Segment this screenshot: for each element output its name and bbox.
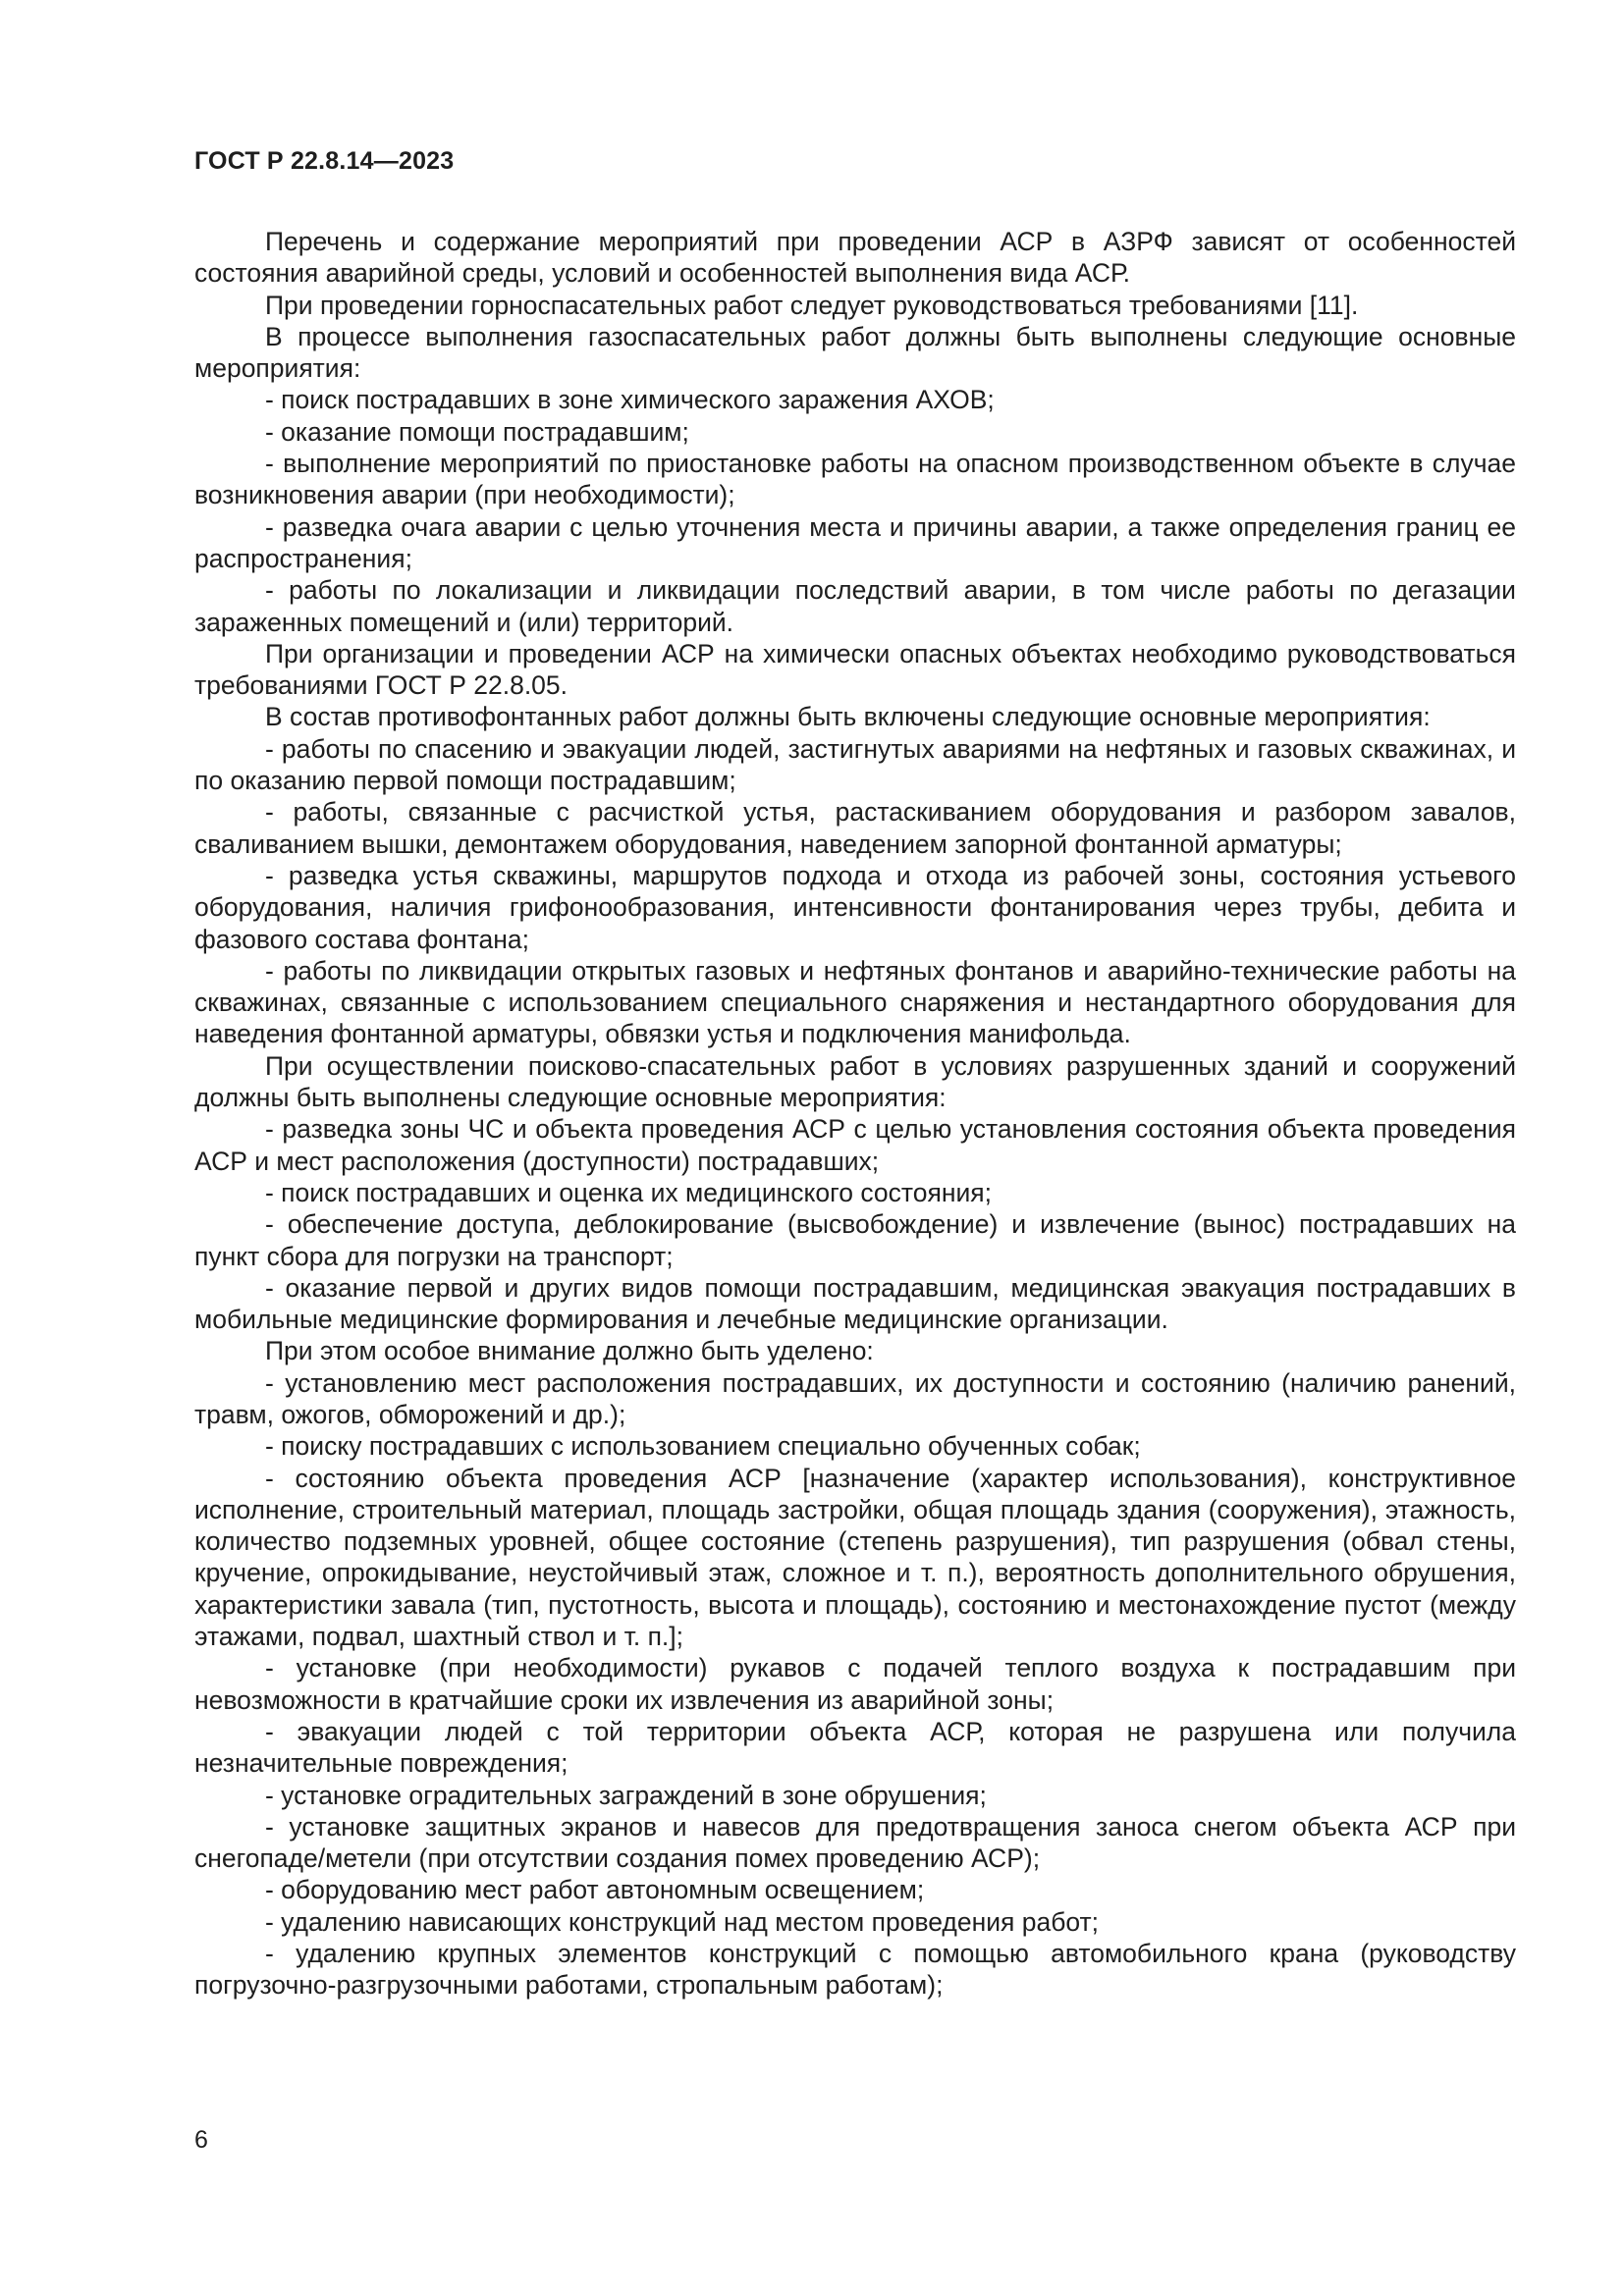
- list-item: - оказание помощи пострадавшим;: [265, 416, 689, 447]
- document-body: [194, 226, 1516, 2002]
- list-item: - работы по локализации и ликвидации последствий аварии, в том числе работы по дегазации зараженных помещений и (или) территорий.: [194, 575, 1516, 637]
- paragraph: Перечень и содержание мероприятий при проведении АСР в АЗРФ зависят от особенностей состояния аварийной среды, условий и особенностей выполнения вида АСР.: [194, 227, 1516, 289]
- list-item: - поиск пострадавших и оценка их медицинского состояния;: [265, 1177, 992, 1207]
- paragraph: При этом особое внимание должно быть уделено:: [265, 1336, 874, 1366]
- list-item: - оборудованию мест работ автономным освещением;: [265, 1875, 925, 1905]
- page-number: 6: [194, 2126, 208, 2154]
- list-item: - удалению нависающих конструкций над местом проведения работ;: [265, 1906, 1100, 1937]
- list-item: - поиску пострадавших с использованием специально обученных собак;: [265, 1431, 1141, 1462]
- list-item: - установке оградительных заграждений в зоне обрушения;: [265, 1780, 987, 1810]
- list-item: - разведка очага аварии с целью уточнения места и причины аварии, а также определения границ ее распространения;: [194, 511, 1516, 573]
- list-item: - оказание первой и других видов помощи пострадавшим, медицинская эвакуация пострадавших в мобильные медицинские формирования и лечебные медицинские организации.: [194, 1272, 1516, 1335]
- paragraph: В процессе выполнения газоспасательных работ должны быть выполнены следующие основные мероприятия:: [194, 321, 1516, 384]
- list-item: - работы, связанные с расчисткой устья, растаскиванием оборудования и разбором завалов, сваливанием вышки, демонтажем оборудования, наведением запорной фонтанной арматуры;: [194, 797, 1516, 859]
- list-item: - эвакуации людей с той территории объекта АСР, которая не разрушена или получила незначительные повреждения;: [194, 1716, 1516, 1779]
- paragraph: При осуществлении поисково-спасательных работ в условиях разрушенных зданий и сооружений должны быть выполнены следующие основные мероприятия:: [194, 1050, 1516, 1113]
- paragraph: При проведении горноспасательных работ следует руководствоваться требованиями [11].: [265, 290, 1359, 320]
- list-item: - поиск пострадавших в зоне химического заражения АХОВ;: [265, 385, 995, 415]
- paragraph: При организации и проведении АСР на химически опасных объектах необходимо руководствоваться требованиями ГОСТ Р 22.8.05.: [194, 638, 1516, 701]
- list-item: - состоянию объекта проведения АСР [назначение (характер использования), конструктивное исполнение, строительный материал, площадь застройки, общая площадь здания (сооружения), этажность, количество подземных уровней, общее состояние (степень разрушения), тип разрушения (обвал стены, кручение, опрокидывание, неустойчивый этаж, сложное и т. п.), вероятность дополнительного обрушения, характеристики завала (тип, пустотность, высота и площадь), состоянию и местонахождение пустот (между этажами, подвал, шахтный ствол и т. п.];: [194, 1463, 1516, 1652]
- list-item: - работы по ликвидации открытых газовых и нефтяных фонтанов и аварийно-технические работы на скважинах, связанные с использованием специального снаряжения и нестандартного оборудования для наведения фонтанной арматуры, обвязки устья и подключения манифольда.: [194, 955, 1516, 1049]
- list-item: - удалению крупных элементов конструкций с помощью автомобильного крана (руководству погрузочно-разгрузочными работами, стропальным работам);: [194, 1939, 1516, 2001]
- list-item: - установке защитных экранов и навесов для предотвращения заноса снегом объекта АСР при снегопаде/метели (при отсутствии создания помех проведению АСР);: [194, 1811, 1516, 1874]
- list-item: - работы по спасению и эвакуации людей, застигнутых авариями на нефтяных и газовых скважинах, и по оказанию первой помощи пострадавшим;: [194, 733, 1516, 796]
- list-item: - выполнение мероприятий по приостановке работы на опасном производственном объекте в случае возникновения аварии (при необходимости);: [194, 449, 1516, 510]
- list-item: - установлению мест расположения пострадавших, их доступности и состоянию (наличию ранений, травм, ожогов, обморожений и др.);: [194, 1367, 1516, 1429]
- paragraph: В состав противофонтанных работ должны быть включены следующие основные мероприятия:: [265, 702, 1431, 732]
- document-header: ГОСТ Р 22.8.14—2023: [194, 147, 455, 175]
- list-item: - установке (при необходимости) рукавов с подачей теплого воздуха к пострадавшим при невозможности в кратчайшие сроки их извлечения из аварийной зоны;: [194, 1653, 1516, 1715]
- list-item: - разведка устья скважины, маршрутов подхода и отхода из рабочей зоны, состояния устьевого оборудования, наличия грифонообразования, интенсивности фонтанирования через трубы, дебита и фазового состава фонтана;: [194, 860, 1516, 954]
- list-item: - обеспечение доступа, деблокирование (высвобождение) и извлечение (вынос) пострадавших на пункт сбора для погрузки на транспорт;: [194, 1209, 1516, 1271]
- list-item: - разведка зоны ЧС и объекта проведения АСР с целью установления состояния объекта проведения АСР и мест расположения (доступности) пострадавших;: [194, 1114, 1516, 1176]
